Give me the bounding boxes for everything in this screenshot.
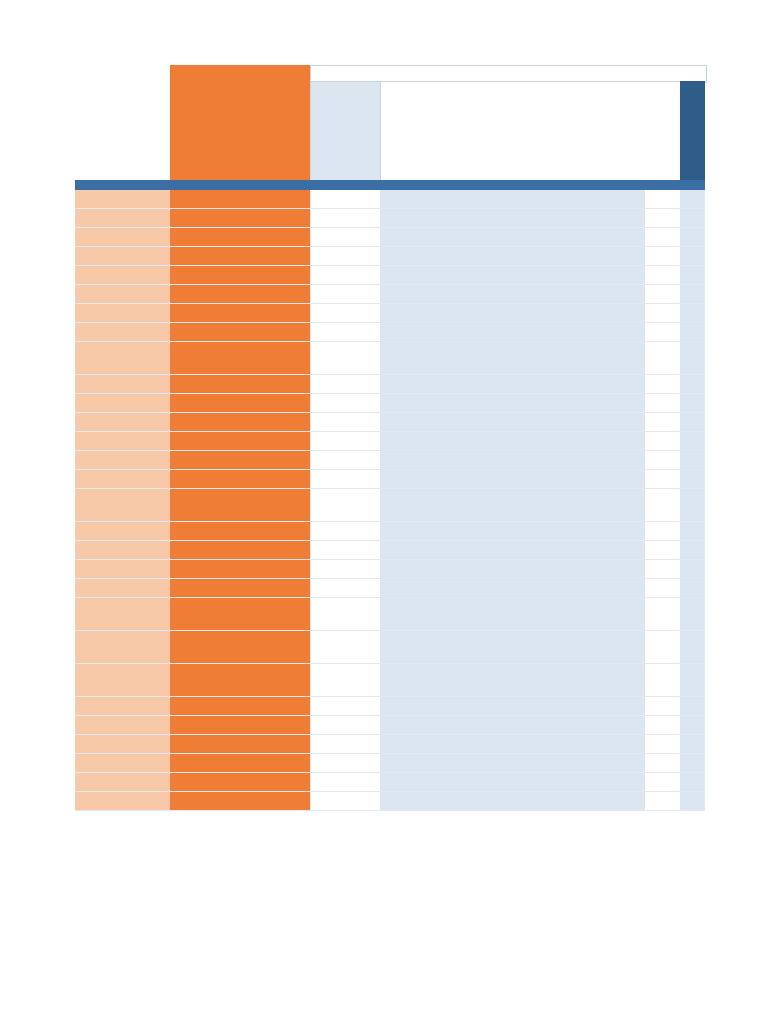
table-cell	[170, 432, 310, 450]
table-cell	[645, 773, 680, 791]
table-cell	[75, 432, 170, 450]
table-cell	[310, 579, 381, 597]
table-cell	[680, 375, 705, 393]
city-banner	[170, 65, 310, 180]
table-cell	[380, 697, 645, 715]
table-cell	[170, 228, 310, 246]
table-cell	[310, 266, 381, 284]
table-cell	[310, 228, 381, 246]
table-cell	[645, 522, 680, 540]
table-cell	[680, 631, 705, 663]
table-cell	[380, 209, 645, 227]
table-cell	[680, 228, 705, 246]
table-cell	[75, 579, 170, 597]
table-cell	[645, 697, 680, 715]
table-cell	[170, 735, 310, 753]
table-cell	[645, 560, 680, 578]
table-cell	[380, 560, 645, 578]
table-cell	[75, 375, 170, 393]
table-cell	[170, 209, 310, 227]
table-cell	[170, 247, 310, 265]
table-cell	[680, 773, 705, 791]
table-cell	[75, 664, 170, 696]
table-row	[75, 489, 705, 522]
table-cell	[75, 754, 170, 772]
table-cell	[310, 489, 381, 521]
table-row	[75, 375, 705, 394]
table-cell	[380, 579, 645, 597]
table-cell	[645, 451, 680, 469]
table-cell	[380, 304, 645, 322]
table-cell	[310, 285, 381, 303]
table-cell	[680, 342, 705, 374]
table-row	[75, 522, 705, 541]
table-cell	[380, 598, 645, 630]
table-row	[75, 394, 705, 413]
table-cell	[645, 285, 680, 303]
table-cell	[680, 735, 705, 753]
table-cell	[75, 522, 170, 540]
table-cell	[75, 285, 170, 303]
table-cell	[75, 323, 170, 341]
table-cell	[310, 190, 381, 208]
table-cell	[645, 228, 680, 246]
table-cell	[645, 304, 680, 322]
table-cell	[310, 432, 381, 450]
table-cell	[645, 598, 680, 630]
table-cell	[680, 754, 705, 772]
table-cell	[380, 228, 645, 246]
table-cell	[680, 560, 705, 578]
table-row	[75, 541, 705, 560]
table-row	[75, 413, 705, 432]
table-row	[75, 631, 705, 664]
table-cell	[680, 579, 705, 597]
table-cell	[380, 432, 645, 450]
table-cell	[380, 394, 645, 412]
table-cell	[645, 432, 680, 450]
table-cell	[380, 754, 645, 772]
table-cell	[645, 247, 680, 265]
table-cell	[380, 664, 645, 696]
table-cell	[380, 190, 645, 208]
table-cell	[75, 735, 170, 753]
table-cell	[645, 209, 680, 227]
table-row	[75, 247, 705, 266]
table-cell	[170, 697, 310, 715]
table-row	[75, 560, 705, 579]
table-cell	[310, 773, 381, 791]
table-cell	[380, 541, 645, 559]
table-cell	[380, 522, 645, 540]
table-cell	[170, 323, 310, 341]
table-cell	[170, 664, 310, 696]
table-row	[75, 323, 705, 342]
table-cell	[380, 451, 645, 469]
table-row	[75, 304, 705, 323]
table-cell	[645, 754, 680, 772]
table-cell	[645, 792, 680, 810]
table-row	[75, 735, 705, 754]
table-cell	[680, 598, 705, 630]
table-row	[75, 697, 705, 716]
table-cell	[75, 697, 170, 715]
table-cell	[680, 190, 705, 208]
table-row	[75, 792, 705, 811]
table-row	[75, 598, 705, 631]
table-cell	[310, 413, 381, 431]
table-row	[75, 773, 705, 792]
points-legend	[310, 81, 382, 182]
table-cell	[75, 413, 170, 431]
table-row	[75, 342, 705, 375]
table-cell	[75, 247, 170, 265]
table-cell	[380, 342, 645, 374]
table-row	[75, 190, 705, 209]
table-cell	[310, 323, 381, 341]
table-cell	[170, 304, 310, 322]
table-cell	[380, 247, 645, 265]
table-row	[75, 754, 705, 773]
table-cell	[645, 413, 680, 431]
table-cell	[680, 697, 705, 715]
table-cell	[680, 451, 705, 469]
table-cell	[680, 285, 705, 303]
table-cell	[310, 754, 381, 772]
table-cell	[380, 631, 645, 663]
table-cell	[380, 375, 645, 393]
table-row	[75, 285, 705, 304]
table-cell	[680, 247, 705, 265]
table-cell	[75, 451, 170, 469]
table-cell	[380, 489, 645, 521]
table-cell	[380, 413, 645, 431]
table-cell	[75, 631, 170, 663]
table-cell	[170, 792, 310, 810]
table-cell	[680, 413, 705, 431]
table-cell	[75, 792, 170, 810]
table-cell	[645, 631, 680, 663]
table-cell	[380, 323, 645, 341]
table-cell	[645, 735, 680, 753]
table-cell	[680, 522, 705, 540]
table-cell	[310, 541, 381, 559]
table-row	[75, 664, 705, 697]
table-cell	[380, 266, 645, 284]
table-cell	[645, 342, 680, 374]
table-cell	[310, 304, 381, 322]
table-cell	[170, 541, 310, 559]
table-cell	[645, 394, 680, 412]
table-cell	[75, 209, 170, 227]
table-cell	[310, 598, 381, 630]
table-cell	[645, 266, 680, 284]
table-cell	[645, 716, 680, 734]
table-cell	[380, 716, 645, 734]
table-row	[75, 451, 705, 470]
table-cell	[680, 541, 705, 559]
table-cell	[310, 470, 381, 488]
table-cell	[170, 470, 310, 488]
table-cell	[170, 579, 310, 597]
table-cell	[680, 792, 705, 810]
table-cell	[310, 664, 381, 696]
table-cell	[75, 470, 170, 488]
table-cell	[310, 697, 381, 715]
table-cell	[310, 716, 381, 734]
table-cell	[170, 413, 310, 431]
table-row	[75, 209, 705, 228]
table-cell	[310, 522, 381, 540]
table-cell	[310, 560, 381, 578]
table-cell	[75, 190, 170, 208]
table-cell	[380, 792, 645, 810]
table-cell	[75, 598, 170, 630]
table-cell	[645, 375, 680, 393]
table-cell	[170, 754, 310, 772]
table-cell	[75, 228, 170, 246]
table-cell	[645, 489, 680, 521]
table-cell	[310, 792, 381, 810]
table-cell	[380, 470, 645, 488]
table-cell	[170, 451, 310, 469]
table-cell	[170, 522, 310, 540]
table-cell	[645, 470, 680, 488]
table-cell	[680, 266, 705, 284]
audit-info-panel	[380, 81, 682, 182]
table-cell	[170, 598, 310, 630]
table-cell	[380, 773, 645, 791]
table-cell	[170, 631, 310, 663]
table-cell	[310, 342, 381, 374]
table-row	[75, 579, 705, 598]
table-cell	[75, 560, 170, 578]
table-header-row	[75, 180, 705, 190]
table-cell	[680, 304, 705, 322]
table-cell	[170, 342, 310, 374]
table-cell	[310, 375, 381, 393]
table-cell	[680, 489, 705, 521]
table-row	[75, 266, 705, 285]
table-row	[75, 432, 705, 451]
table-cell	[680, 664, 705, 696]
audit-sheet	[75, 65, 705, 945]
table-cell	[75, 394, 170, 412]
table-cell	[680, 470, 705, 488]
table-cell	[310, 631, 381, 663]
table-cell	[645, 323, 680, 341]
table-cell	[170, 190, 310, 208]
table-cell	[680, 209, 705, 227]
table-cell	[170, 716, 310, 734]
table-cell	[75, 489, 170, 521]
table-cell	[680, 432, 705, 450]
table-cell	[680, 716, 705, 734]
table-cell	[645, 579, 680, 597]
table-cell	[645, 664, 680, 696]
table-cell	[170, 285, 310, 303]
table-cell	[645, 190, 680, 208]
table-cell	[170, 394, 310, 412]
table-cell	[310, 209, 381, 227]
table-row	[75, 228, 705, 247]
table-cell	[310, 735, 381, 753]
table-cell	[310, 394, 381, 412]
table-cell	[75, 773, 170, 791]
table-cell	[75, 266, 170, 284]
table-cell	[170, 773, 310, 791]
table-cell	[310, 247, 381, 265]
table-cell	[75, 342, 170, 374]
table-cell	[170, 375, 310, 393]
table-cell	[380, 285, 645, 303]
table-row	[75, 716, 705, 735]
table-cell	[680, 394, 705, 412]
table-cell	[380, 735, 645, 753]
table-cell	[75, 304, 170, 322]
table-cell	[170, 560, 310, 578]
table-cell	[170, 266, 310, 284]
table-cell	[680, 323, 705, 341]
table-row	[75, 470, 705, 489]
table-cell	[75, 716, 170, 734]
audit-details-column	[680, 81, 705, 180]
table-cell	[645, 541, 680, 559]
audit-table-body	[75, 190, 705, 811]
table-cell	[75, 541, 170, 559]
table-cell	[170, 489, 310, 521]
table-cell	[310, 451, 381, 469]
